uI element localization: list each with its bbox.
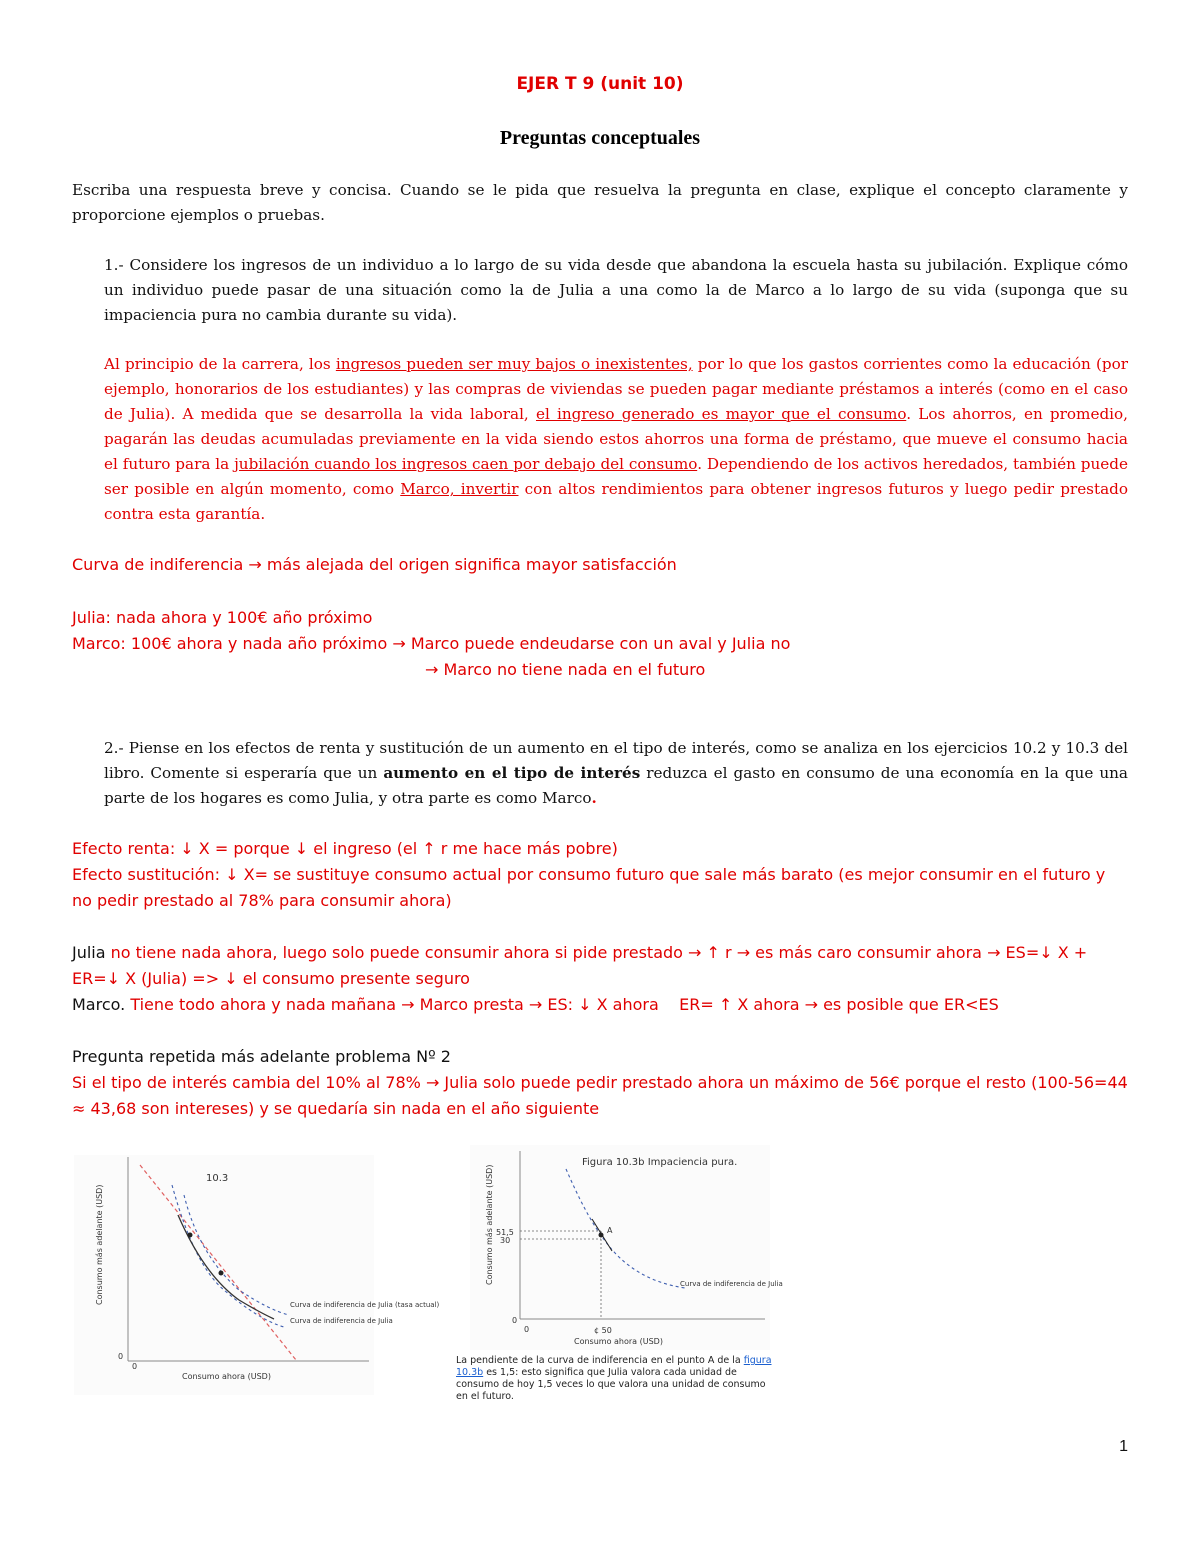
answer-1-underline-1: ingresos pueden ser muy bajos o inexistentes, bbox=[335, 355, 693, 373]
question-1: 1.- Considere los ingresos de un individuo a lo largo de su vida desde que abandona la escuela hasta su jubilación. Explique cómo un individuo puede pasar de una situación como la de Julia a una como la de Marco a lo largo de su vida (suponga que su impaciencia pura no cambia durante su vida). bbox=[104, 256, 1128, 324]
figure-10-3-origin: 0 bbox=[132, 1362, 138, 1371]
figure-10-3-yzero: 0 bbox=[118, 1352, 124, 1361]
note-curva-indiferencia: Curva de indiferencia → más alejada del origen significa mayor satisfacción bbox=[72, 555, 677, 574]
figure-10-3-legend-1: Curva de indiferencia de Julia (tasa actual) bbox=[290, 1301, 440, 1309]
figure-10-3b-title: Figura 10.3b Impaciencia pura. bbox=[582, 1157, 738, 1168]
note-tipo-interes: Si el tipo de interés cambia del 10% al 78% → Julia solo puede pedir prestado ahora un máximo de 56€ porque el resto (100-56=44 ≈ 43,68 son intereses) y se quedaría sin nada en el año siguiente bbox=[72, 1073, 1128, 1118]
figure-10-3b-yzero: 0 bbox=[512, 1316, 518, 1325]
figure-10-3-ylabel: Consumo más adelante (USD) bbox=[95, 1184, 104, 1305]
note-julia-analysis: Julia no tiene nada ahora, luego solo puede consumir ahora si pide prestado → ↑ r → es más caro consumir ahora → ES=↓ X + ER=↓ X (Julia) => ↓ el consumo presente seguro bbox=[72, 943, 1088, 988]
figure-10-3b-ylabel: Consumo más adelante (USD) bbox=[485, 1164, 494, 1285]
figure-10-3b-origin: 0 bbox=[524, 1325, 530, 1334]
answer-1: Al principio de la carrera, los ingresos pueden ser muy bajos o inexistentes, por lo que los gastos corrientes como la educación (por ejemplo, honorarios de los estudiantes) y las compras de viviendas se pueden pagar mediante préstamos a interés (como en el caso de Julia). A medida que se desarrolla la vida laboral, el ingreso generado es mayor que el consumo. Los ahorros, en promedio, pagarán las deudas acumuladas previamente en la vida siendo estos ahorros una forma de préstamo, que mueve el consumo hacia el futuro para la jubilación cuando los ingresos caen por debajo del consumo. Dependiendo de los activos heredados, también puede ser posible en algún momento, como Marco, invertir con altos rendimientos para obtener ingresos futuros y luego pedir prestado contra esta garantía. bbox=[104, 355, 1129, 523]
note-julia: Julia: nada ahora y 100€ año próximo bbox=[72, 608, 373, 627]
figure-10-3-label: 10.3 bbox=[206, 1173, 229, 1184]
figure-10-3b-xtick: ¢ 50 bbox=[594, 1326, 612, 1335]
figure-10-3b-xlabel: Consumo ahora (USD) bbox=[574, 1337, 663, 1346]
note-marco-analysis: Marco. Tiene todo ahora y nada mañana → Marco presta → ES: ↓ X ahora ER= ↑ X ahora → es posible que ER<ES bbox=[72, 995, 999, 1014]
section-heading: Preguntas conceptuales bbox=[499, 127, 701, 149]
figure-10-3-point-a bbox=[188, 1233, 193, 1238]
note-efecto-renta: Efecto renta: ↓ X = porque ↓ el ingreso (el ↑ r me hace más pobre) bbox=[72, 839, 618, 858]
instructions-paragraph: Escriba una respuesta breve y concisa. Cuando se le pida que resuelva la pregunta en clase, explique el concepto claramente y proporcione ejemplos o pruebas. bbox=[72, 181, 1128, 224]
answer-1-underline-4: Marco, invertir bbox=[400, 480, 519, 498]
figure-10-3b-ytick-1: 51,5 bbox=[496, 1228, 514, 1237]
figure-10-3b-caption: La pendiente de la curva de indiferencia en el punto A de la figura 10.3b es 1,5: esto significa que Julia valora cada unidad de consumo de hoy 1,5 veces lo que valora una unidad de consumo en el futuro. bbox=[456, 1355, 772, 1402]
figure-10-3b-curve-label: Curva de indiferencia de Julia bbox=[680, 1280, 783, 1288]
figure-10-3b bbox=[470, 1145, 783, 1350]
note-pregunta-repetida: Pregunta repetida más adelante problema Nº 2 bbox=[72, 1047, 451, 1066]
figure-10-3-point-b bbox=[219, 1271, 224, 1276]
figure-10-3-xlabel: Consumo ahora (USD) bbox=[182, 1372, 271, 1381]
answer-1-underline-3: jubilación cuando los ingresos caen por debajo del consumo bbox=[234, 455, 698, 473]
note-marco-futuro: → Marco no tiene nada en el futuro bbox=[425, 660, 706, 679]
figure-10-3b-point-label: A bbox=[607, 1226, 613, 1235]
figure-10-3 bbox=[74, 1155, 440, 1395]
figure-link[interactable]: figura 10.3b bbox=[456, 1355, 772, 1378]
note-marco: Marco: 100€ ahora y nada año próximo → Marco puede endeudarse con un aval y Julia no bbox=[72, 634, 791, 653]
question-2: 2.- Piense en los efectos de renta y sustitución de un aumento en el tipo de interés, como se analiza en los ejercicios 10.2 y 10.3 del libro. Comente si esperaría que un aumento en el tipo de interés reduzca el gasto en consumo de una economía en la que una parte de los hogares es como Julia, y otra parte es como Marco. bbox=[104, 739, 1128, 807]
note-efecto-sustitucion: Efecto sustitución: ↓ X= se sustituye consumo actual por consumo futuro que sale más barato (es mejor consumir en el futuro y no pedir prestado al 78% para consumir ahora) bbox=[72, 865, 1106, 910]
page-number: 1 bbox=[1119, 1438, 1128, 1455]
document-title: EJER T 9 (unit 10) bbox=[516, 74, 684, 94]
answer-1-underline-2: el ingreso generado es mayor que el consumo bbox=[535, 405, 907, 423]
figure-10-3b-point-a bbox=[599, 1233, 604, 1238]
figure-10-3-legend-2: Curva de indiferencia de Julia bbox=[290, 1317, 393, 1325]
figure-10-3b-ytick-2: 30 bbox=[500, 1236, 511, 1245]
question-2-bold: aumento en el tipo de interés bbox=[383, 764, 641, 782]
